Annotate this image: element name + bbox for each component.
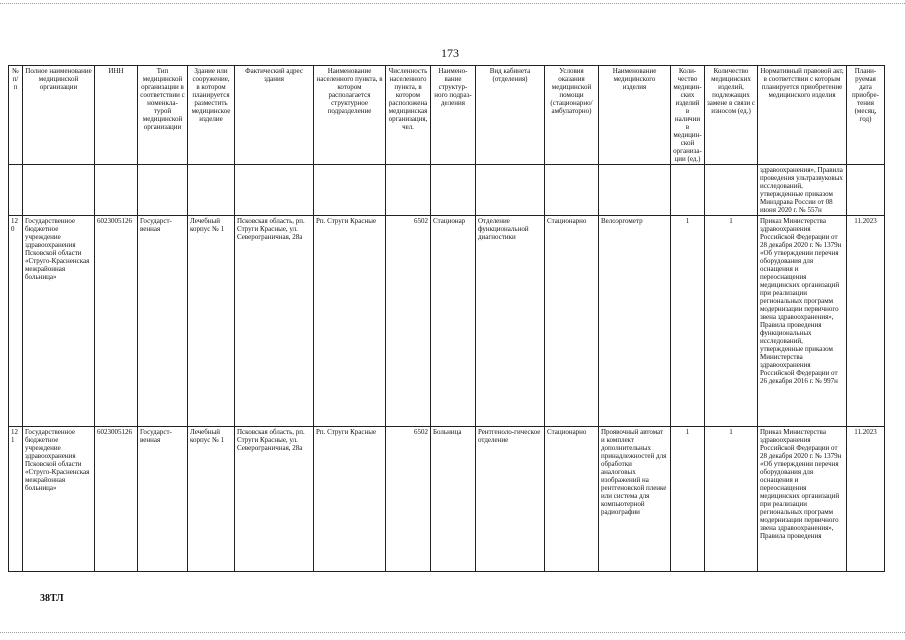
footer-code: 38ТЛ xyxy=(40,593,64,604)
cell-date: 11.2023 xyxy=(847,216,885,427)
cell-type: Государст-венная xyxy=(138,427,188,572)
cell-legal-act: Приказ Министерства здравоохранения Российской Федерации от 28 декабря 2020 г. № 1379н «Об утверждении перечня оборудования для оснащения и переоснащения медицинских организаций при реализации региональных программ модернизации первичного звена здравоохранения», Правила проведения xyxy=(758,427,847,572)
cell-settlement: Рп. Струги Красные xyxy=(314,216,386,427)
equipment-table xyxy=(8,65,885,572)
cell-org: Государственное бюджетное учреждение здравоохранения Псковской области «Струго-Красненская межрайонная больница» xyxy=(23,216,95,427)
header-legal-act: Нормативный правовой акт, в соответствии с которым планируется приобретение медицинского изделия xyxy=(758,66,847,165)
cell-qty-replace: 1 xyxy=(705,427,758,572)
header-unit: Наимено-вание структур-ного подраз-деления xyxy=(431,66,476,165)
cell-device: Велоэргометр xyxy=(599,216,671,427)
header-population: Численность населенного пункта, в котором расположена медицинская организация, чел. xyxy=(386,66,431,165)
cell-type: Государст-венная xyxy=(138,216,188,427)
table-row-continuation xyxy=(9,165,885,216)
cell-conditions: Стационарно xyxy=(545,427,599,572)
header-conditions: Условия оказания медицинской помощи (стационарно/ амбулаторно) xyxy=(545,66,599,165)
page-number: 173 xyxy=(441,46,459,60)
header-building: Здание или сооружение, в котором планируется разместить медицинское изделие xyxy=(188,66,235,165)
cell-qty-available: 1 xyxy=(671,427,705,572)
cell-inn: 6023005126 xyxy=(95,216,138,427)
cell-legal-act: Приказ Министерства здравоохранения Российской Федерации от 28 декабря 2020 г. № 1379н «Об утверждении перечня оборудования для оснащения и переоснащения медицинских организаций при реализации региональных программ модернизации первичного звена здравоохранения», Правила проведения функциональных исследований, утвержденные приказом Министерства здравоохранения Российской Федерации от 26 декабря 2016 г. № 997н xyxy=(758,216,847,427)
cell-legal-act: здравоохранения», Правила проведения ультразвуковых исследований, утвержденные приказом Минздрава России от 08 июня 2020 г. № 557н xyxy=(758,165,847,216)
header-qty-replace: Количество медицинских изделий, подлежащих замене в связи с износом (ед.) xyxy=(705,66,758,165)
header-org: Полное наименование медицинской организации xyxy=(23,66,95,165)
cell-unit: Стационар xyxy=(431,216,476,427)
cell-device: Проявочный автомат и комплект дополнительных принадлежностей для обработки аналоговых изображений на рентгеновской пленке или система для компьютерной радиографии xyxy=(599,427,671,572)
cell-address: Псковская область, рп. Струги Красные, ул. Северограничная, 28а xyxy=(235,216,314,427)
cell-num: 120 xyxy=(9,216,23,427)
cell-conditions: Стационарно xyxy=(545,216,599,427)
header-num: № п/п xyxy=(9,66,23,165)
header-qty-available: Коли-чество медицин-ских изделий в наличии в медицин-ской организа-ции (ед.) xyxy=(671,66,705,165)
cell-org: Государственное бюджетное учреждение здравоохранения Псковской области «Струго-Красненская межрайонная больница» xyxy=(23,427,95,572)
header-address: Фактический адрес здания xyxy=(235,66,314,165)
header-date: Плани-руемая дата приобре-тения (месяц, год) xyxy=(847,66,885,165)
scan-edge-bottom xyxy=(0,632,905,633)
table-row xyxy=(9,427,885,572)
cell-building: Лечебный корпус № 1 xyxy=(188,216,235,427)
cell-population: 6502 xyxy=(386,216,431,427)
cell-cabinet: Отделение функциональной диагностики xyxy=(476,216,545,427)
header-cabinet: Вид кабинета (отделения) xyxy=(476,66,545,165)
header-settlement: Наименование населенного пункта, в котором располагается структурное подразделение xyxy=(314,66,386,165)
header-type: Тип медицинской организации в соответствии с номенкла-турой медицинской организации xyxy=(138,66,188,165)
cell-qty-replace: 1 xyxy=(705,216,758,427)
cell-population: 6502 xyxy=(386,427,431,572)
header-device: Наименование медицинского изделия xyxy=(599,66,671,165)
cell-building: Лечебный корпус № 1 xyxy=(188,427,235,572)
cell-inn: 6023005126 xyxy=(95,427,138,572)
cell-qty-available: 1 xyxy=(671,216,705,427)
header-inn: ИНН xyxy=(95,66,138,165)
cell-num: 121 xyxy=(9,427,23,572)
cell-cabinet: Рентгеноло-гическое отделение xyxy=(476,427,545,572)
cell-settlement: Рп. Струги Красные xyxy=(314,427,386,572)
table-header-row xyxy=(9,66,885,165)
table-row xyxy=(9,216,885,427)
scan-edge-top xyxy=(0,3,905,4)
cell-address: Псковская область, рп. Струги Красные, ул. Северограничная, 28а xyxy=(235,427,314,572)
cell-date: 11.2023 xyxy=(847,427,885,572)
cell-unit: Больница xyxy=(431,427,476,572)
